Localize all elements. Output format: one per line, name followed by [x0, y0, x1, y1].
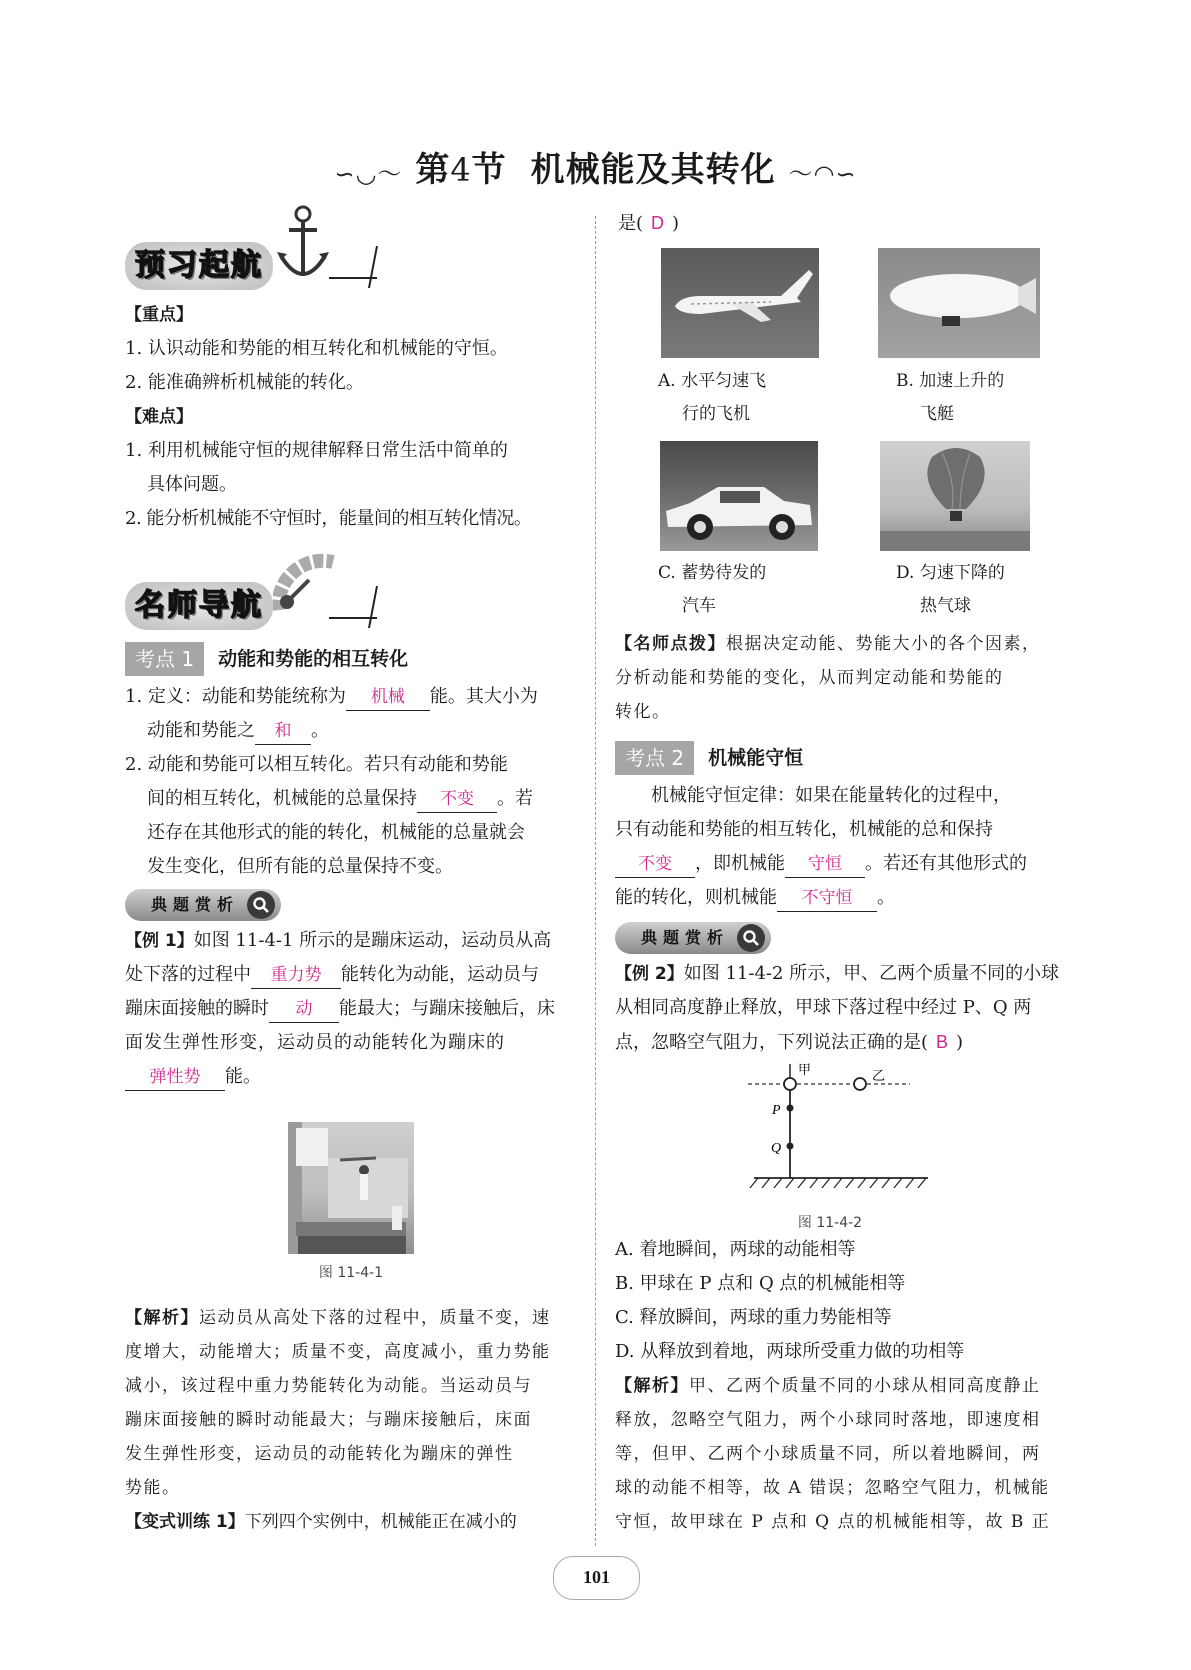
zhongdian-item: 1. 认识动能和势能的相互转化和机械能的守恒。 [125, 338, 508, 359]
example-1-text: 弹性势 能。 [125, 1060, 575, 1094]
kd1-point2-cont: 还存在其他形式的能的转化，机械能的总量就会 [147, 822, 525, 843]
figure-caption: 图 11-4-1 [318, 1265, 384, 1281]
answer-blank: 不变 [417, 786, 497, 813]
variant-training-1: 【变式训练 1】下列四个实例中，机械能正在减小的 [125, 1512, 517, 1532]
banner-preview: 预习起航 [125, 200, 575, 290]
banner-teacher-guide: 名师导航 [125, 540, 575, 630]
answer-choice: D [651, 213, 665, 233]
option-a: A. 水平匀速飞 行的飞机 [658, 371, 767, 424]
kd1-point2-cont: 间的相互转化，机械能的总量保持 不变 。若 [125, 782, 575, 816]
hot-air-balloon-photo [880, 441, 1030, 551]
title-ornament-left: ∽◡～ [334, 160, 403, 188]
answer-blank: 和 [255, 718, 311, 745]
example-2-option-a: A. 着地瞬间，两球的动能相等 [615, 1239, 856, 1260]
analysis-1: 【解析】运动员从高处下落的过程中，质量不变，速 度增大，动能增大；质量不变，高度减小，重力势能 减小，该过程中重力势能转化为动能。当运动员与 蹦床面接触的瞬时动能最大；与蹦床接触后，床面 发生弹性形变，运动员的动能转化为蹦床的弹性 势能。 【变式训练 1】下列四个实例中，机械能正在减小的 [125, 1301, 575, 1539]
example-1-text: 处下落的过程中 重力势 能转化为动能，运动员与 [125, 958, 575, 992]
magnifier-icon [737, 924, 765, 952]
page-title: ∽◡～ 第4节 机械能及其转化 ～◠∽ [334, 150, 857, 190]
answer-blank: 重力势 [251, 962, 341, 989]
answer-blank: 弹性势 [125, 1064, 225, 1091]
nandian-label: 【难点】 [125, 407, 193, 427]
ground-hatching [750, 1178, 926, 1188]
airplane-photo [661, 248, 819, 358]
speedometer-icon [273, 540, 383, 630]
column-divider [595, 216, 596, 1546]
zhongdian-item: 2. 能准确辨析机械能的转化。 [125, 372, 364, 393]
nandian-item: 2. 能分析机械能不守恒时，能量间的相互转化情况。 [125, 508, 532, 529]
label-p: P [772, 1103, 781, 1118]
answer-blank: 机械 [346, 684, 430, 711]
kaodian-2-title: 机械能守恒 [708, 747, 804, 769]
kd1-point2-cont: 发生变化，但所有能的总量保持不变。 [147, 856, 453, 877]
kaodian-1-box: 考点 1 [125, 642, 204, 676]
kd1-definition: 1. 定义：动能和势能统称为 机械 能。其大小为 [125, 680, 575, 714]
zhongdian-label: 【重点】 [125, 305, 193, 325]
nandian-item: 1. 利用机械能守恒的规律解释日常生活中简单的 [125, 440, 508, 461]
kaodian-2-header [615, 739, 1065, 777]
kaodian-2: 考点 2 机械能守恒 机械能守恒定律：如果在能量转化的过程中， 只有动能和势能的相互转化，机械能的总和保持 不变 ，即机械能 守恒 。若还有其他形式的 能的转化，则机械能 不守恒 。 典题赏析 【例 2】如图 11-4-2 所示，甲、乙两个质量不同的小球 从相同高度静止释放，甲球下落过程中经过 P、Q 两 点，忽略空气阻力，下列说法正确的是( B ) [615, 733, 1065, 1060]
kaodian-1-header [125, 640, 575, 678]
left-column [125, 200, 575, 1094]
option-d: D. 匀速下降的 热气球 [896, 563, 1005, 616]
kd1-point2: 2. 动能和势能可以相互转化。若只有动能和势能 [125, 754, 508, 775]
example-2-options [615, 1233, 1065, 1369]
example-pill-2: 典题赏析 [615, 922, 771, 954]
point-q [787, 1143, 794, 1150]
variant-1-answer-line: 是( D ) [618, 213, 680, 234]
anchor-icon [273, 200, 383, 290]
nandian-item: 具体问题。 [147, 474, 237, 495]
car-photo [660, 441, 818, 551]
ball-jia [784, 1078, 796, 1090]
trampoline-photo [288, 1122, 414, 1254]
magnifier-icon [247, 891, 275, 919]
label-jia: 甲 [798, 1063, 812, 1078]
ball-yi [854, 1078, 866, 1090]
answer-blank: 动 [269, 996, 339, 1023]
example-1-text: 蹦床面接触的瞬时 动 能最大；与蹦床接触后，床 [125, 992, 575, 1026]
airship-photo [878, 248, 1040, 358]
example-2-option-b: B. 甲球在 P 点和 Q 点的机械能相等 [615, 1273, 906, 1294]
option-c: C. 蓄势待发的 汽车 [658, 563, 767, 616]
figure-11-4-2 [740, 1058, 940, 1188]
kd1-definition-cont: 动能和势能之 和 。 [125, 714, 575, 748]
analysis-2: 【解析】甲、乙两个质量不同的小球从相同高度静止 释放，忽略空气阻力，两个小球同时落地，即速度相 等，但甲、乙两个小球质量不同，所以着地瞬间，两 球的动能不相等，故 A 错误；忽略空气阻力，机械能 守恒，故甲球在 P 点和 Q 点的机械能相等，故 B 正 [615, 1376, 1051, 1532]
answer-blank: 守恒 [785, 851, 865, 878]
example-2-option-d: D. 从释放到着地，两球所受重力做的功相等 [615, 1341, 965, 1362]
kaodian-1-title: 动能和势能的相互转化 [218, 648, 409, 670]
example-1-text: 【例 1】如图 11-4-1 所示的是蹦床运动，运动员从高 [125, 930, 552, 951]
page-number: 101 [553, 1556, 640, 1600]
option-b: B. 加速上升的 飞艇 [896, 371, 1005, 424]
point-p [787, 1105, 794, 1112]
teacher-tip: 【名师点拨】根据决定动能、势能大小的各个因素， 分析动能和势能的变化，从而判定动能和势能的 转化。 [615, 634, 1041, 722]
answer-blank: 不守恒 [777, 885, 877, 912]
example-1-text: 面发生弹性形变，运动员的动能转化为蹦床的 [125, 1032, 505, 1053]
example-2-option-c: C. 释放瞬间，两球的重力势能相等 [615, 1307, 892, 1328]
figure-caption: 图 11-4-2 [797, 1215, 863, 1231]
kaodian-2-box: 考点 2 [615, 741, 694, 775]
answer-blank: 不变 [615, 851, 695, 878]
example-pill-1: 典题赏析 [125, 889, 281, 921]
title-ornament-right: ～◠∽ [788, 160, 857, 188]
label-q: Q [771, 1141, 782, 1156]
label-yi: 乙 [872, 1069, 886, 1084]
answer-choice: B [936, 1032, 949, 1052]
